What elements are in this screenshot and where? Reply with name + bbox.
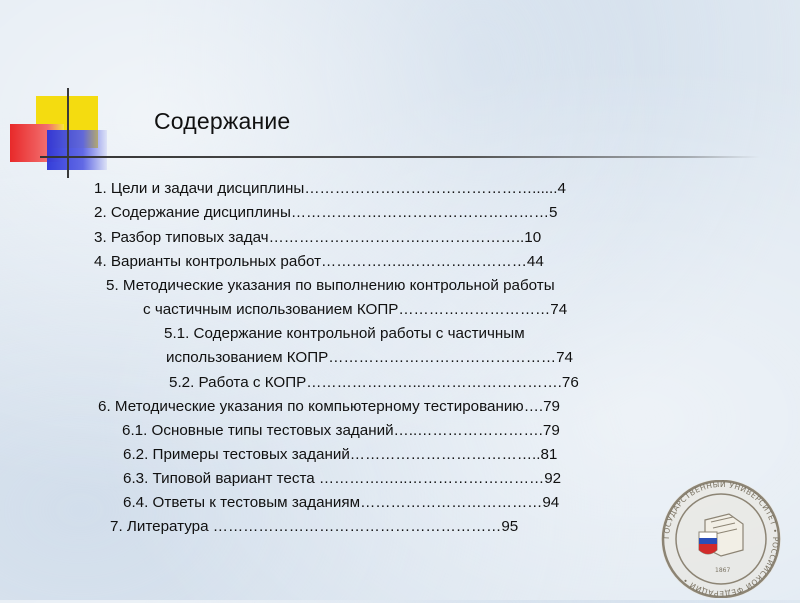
toc-item: 6. Методические указания по компьютерному тестированию….79 — [98, 398, 561, 415]
toc-item: 6.4. Ответы к тестовым заданиям………………………………94 — [123, 494, 560, 511]
toc-item: 5. Методические указания по выполнению контрольной работы — [106, 277, 555, 294]
page-title: Содержание — [154, 108, 291, 134]
toc-item: 6.2. Примеры тестовых заданий………………………………..81 — [123, 446, 558, 463]
toc-item: с частичным использованием КОПР…………………………74 — [143, 301, 568, 318]
toc-item: 5.2. Работа с КОПР…………………..……………………….76 — [169, 374, 579, 391]
toc-item: 2. Содержание дисциплины……………………………………………5 — [94, 204, 558, 221]
toc-item: 1. Цели и задачи дисциплины………………………………………......4 — [94, 180, 566, 197]
toc-item: использованием КОПР………………………………………74 — [166, 349, 573, 366]
toc-item: 6.1. Основные типы тестовых заданий…..…………………….79 — [122, 422, 560, 439]
toc-item: 4. Варианты контрольных работ……………..……………………44 — [94, 253, 544, 270]
toc-item: 7. Литература …………………………………………………95 — [110, 518, 519, 535]
toc-item: 5.1. Содержание контрольной работы с частичным — [164, 325, 525, 342]
svg-text:1867: 1867 — [715, 567, 731, 574]
toc-item: 3. Разбор типовых задач………………………….………………..10 — [94, 229, 542, 246]
university-seal-icon — [655, 480, 787, 598]
svg-text:ГОСУДАРСТВЕННЫЙ УНИВЕРСИТЕТ •: ГОСУДАРСТВЕННЫЙ УНИВЕРСИТЕТ • РОССИЙСКОЙ ФЕДЕРАЦИИ • — [661, 480, 781, 598]
toc-item: 6.3. Типовой вариант теста ………….…..………………………92 — [123, 470, 562, 487]
